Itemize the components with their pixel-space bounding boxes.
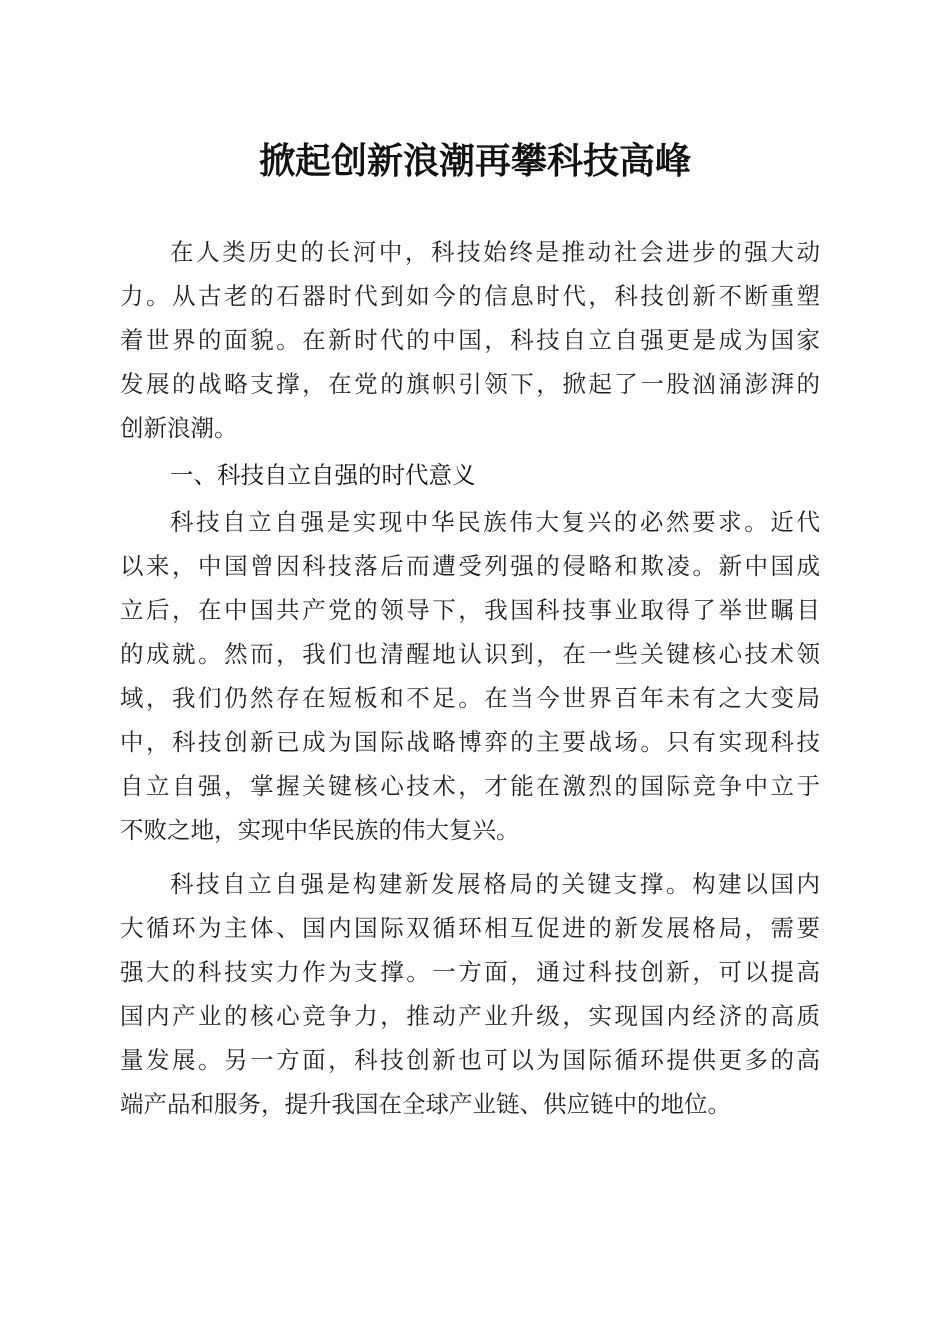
paragraph-line: 科技自立自强是实现中华民族伟大复兴的必然要求。近代 — [170, 508, 820, 536]
paragraph-line: 在人类历史的长河中，科技始终是推动社会进步的强大动 — [170, 238, 820, 266]
paragraph-line: 着世界的面貌。在新时代的中国，科技自立自强更是成为国家 — [120, 326, 820, 354]
paragraph-line: 不败之地，实现中华民族的伟大复兴。 — [120, 816, 520, 844]
paragraph-line: 强大的科技实力作为支撑。一方面，通过科技创新，可以提高 — [120, 958, 820, 986]
paragraph-line: 立后，在中国共产党的领导下，我国科技事业取得了举世瞩目 — [120, 596, 820, 624]
paragraph-line: 国内产业的核心竞争力，推动产业升级，实现国内经济的高质 — [120, 1002, 820, 1030]
paragraph-line: 域，我们仍然存在短板和不足。在当今世界百年未有之大变局 — [120, 684, 820, 712]
paragraph-line: 科技自立自强是构建新发展格局的关键支撑。构建以国内 — [170, 870, 820, 898]
paragraph-line: 中，科技创新已成为国际战略博弈的主要战场。只有实现科技 — [120, 728, 820, 756]
paragraph-line: 大循环为主体、国内国际双循环相互促进的新发展格局，需要 — [120, 914, 820, 942]
paragraph-line: 力。从古老的石器时代到如今的信息时代，科技创新不断重塑 — [120, 282, 820, 310]
paragraph-line: 发展的战略支撑，在党的旗帜引领下，掀起了一股汹涌澎湃的 — [120, 370, 820, 398]
paragraph-line: 的成就。然而，我们也清醒地认识到，在一些关键核心技术领 — [120, 640, 820, 668]
paragraph-line: 创新浪潮。 — [120, 414, 238, 442]
document-title: 掀起创新浪潮再攀科技高峰 — [258, 140, 691, 182]
paragraph-line: 以来，中国曾因科技落后而遭受列强的侵略和欺凌。新中国成 — [120, 552, 820, 580]
paragraph-line: 量发展。另一方面，科技创新也可以为国际循环提供更多的高 — [120, 1046, 820, 1074]
paragraph-line: 端产品和服务，提升我国在全球产业链、供应链中的地位。 — [120, 1090, 731, 1118]
section-heading: 一、科技自立自强的时代意义 — [170, 461, 476, 489]
paragraph-line: 自立自强，掌握关键核心技术，才能在激烈的国际竞争中立于 — [120, 772, 820, 800]
